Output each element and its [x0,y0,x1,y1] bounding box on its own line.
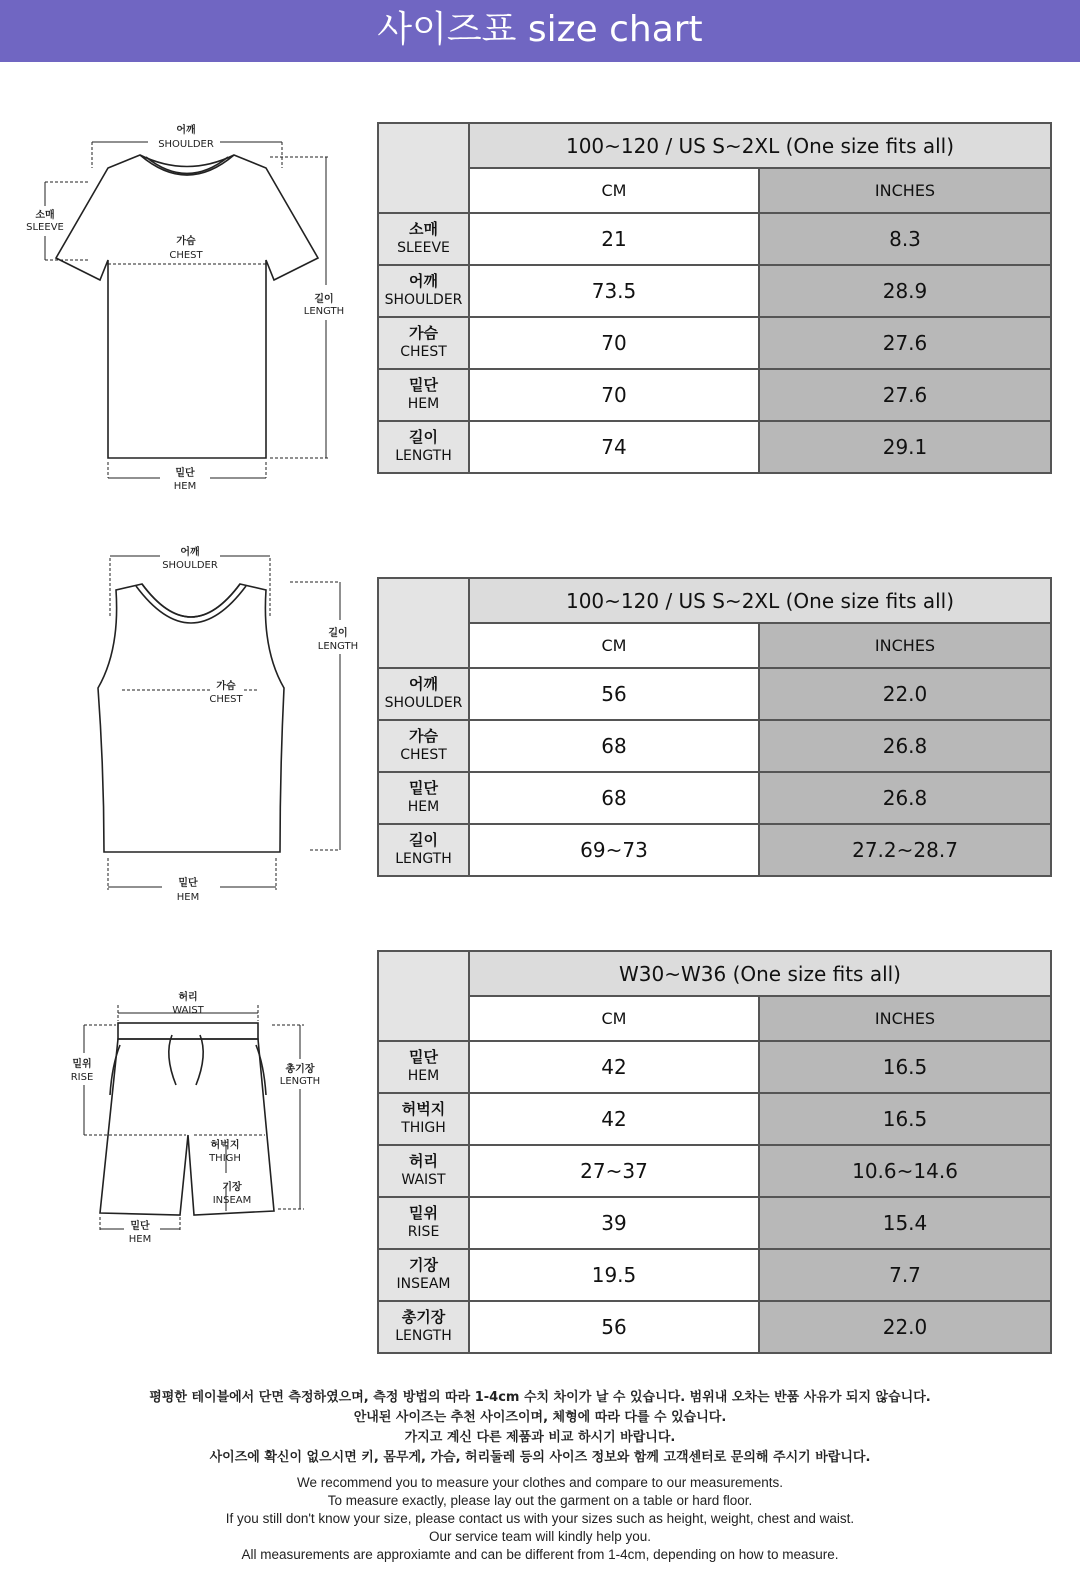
row-label: 어깨 SHOULDER [378,668,469,720]
shorts-waist-ko: 허리 [178,992,198,1003]
row-label: 허벅지 THIGH [378,1093,469,1145]
shorts-hem-ko: 밑단 [130,1221,150,1232]
note-en-4: Our service team will kindly help you. [428,1529,652,1544]
page-title: 사이즈표 size chart [377,9,703,50]
shorts-thigh-en: THIGH [209,1153,241,1164]
row-label: 총기장 LENGTH [378,1301,469,1353]
value-inches: 15.4 [759,1197,1051,1249]
shorts-diagram [60,985,340,1255]
tshirt-chest-ko: 가슴 [176,236,196,247]
row-label: 밑단 HEM [378,1041,469,1093]
value-inches: 27.6 [759,369,1051,421]
value-inches: 27.2~28.7 [759,824,1051,876]
value-cm: 56 [469,1301,759,1353]
value-cm: 21 [469,213,759,265]
value-cm: 73.5 [469,265,759,317]
tank-size-label: 100~120 / US S~2XL (One size fits all) [469,578,1051,623]
value-inches: 27.6 [759,317,1051,369]
value-inches: 16.5 [759,1093,1051,1145]
table-row [378,369,1051,421]
row-label: 밑단 HEM [378,369,469,421]
value-inches: 7.7 [759,1249,1051,1301]
note-ko-3: 가지고 계신 다른 제품과 비교 하시기 바랍니다. [404,1430,676,1445]
tshirt-hem-ko: 밑단 [175,468,195,479]
value-cm: 56 [469,668,759,720]
value-inches: 10.6~14.6 [759,1145,1051,1197]
value-cm: 68 [469,772,759,824]
shorts-inseam-ko: 기장 [222,1182,242,1193]
table-row [378,1197,1051,1249]
tank-length-ko: 길이 [328,628,348,639]
row-label: 가슴 CHEST [378,317,469,369]
value-inches: 26.8 [759,720,1051,772]
shorts-length-ko: 총기장 [285,1064,315,1075]
value-inches: 29.1 [759,421,1051,473]
value-inches: 26.8 [759,772,1051,824]
table-row [378,824,1051,876]
value-cm: 69~73 [469,824,759,876]
table-row [378,213,1051,265]
tank-hem-ko: 밑단 [178,878,198,889]
shorts-inseam-en: INSEAM [212,1195,252,1206]
table-row [378,1301,1051,1353]
value-cm: 70 [469,317,759,369]
note-en-3: If you still don't know your size, please contact us with your sizes such as height, weight, chest and waist. [225,1511,855,1526]
note-en-5: All measurements are approxiamte and can be different from 1-4cm, depending on how to measure. [241,1547,839,1562]
tshirt-sleeve-ko: 소매 [35,210,55,221]
value-cm: 39 [469,1197,759,1249]
row-label: 소매 SLEEVE [378,213,469,265]
row-label: 어깨 SHOULDER [378,265,469,317]
shorts-col-cm: CM [469,996,759,1041]
value-cm: 19.5 [469,1249,759,1301]
header-bar [0,0,1080,62]
shorts-col-inches: INCHES [759,996,1051,1041]
value-cm: 74 [469,421,759,473]
tshirt-size-label: 100~120 / US S~2XL (One size fits all) [469,123,1051,168]
table-row [378,668,1051,720]
table-row [378,317,1051,369]
value-cm: 27~37 [469,1145,759,1197]
value-inches: 8.3 [759,213,1051,265]
note-ko-2: 안내된 사이즈는 추천 사이즈이며, 체형에 따라 다를 수 있습니다. [353,1410,727,1425]
table-corner [378,123,469,213]
note-ko-1: 평평한 테이블에서 단면 측정하였으며, 측정 방법의 따라 1-4cm 수치 차이가 날 수 있습니다. 범위내 오차는 반품 사유가 되지 않습니다. [149,1390,931,1405]
note-ko-4: 사이즈에 확신이 없으시면 키, 몸무게, 가슴, 허리둘레 등의 사이즈 정보와 함께 고객센터로 문의해 주시기 바랍니다. [209,1450,871,1465]
tshirt-size-table [377,122,1052,474]
tshirt-hem-en: HEM [173,481,197,492]
tshirt-length-ko: 길이 [314,294,334,305]
row-label: 길이 LENGTH [378,421,469,473]
value-inches: 22.0 [759,668,1051,720]
table-corner [378,578,469,668]
tshirt-diagram [20,120,360,500]
value-cm: 42 [469,1041,759,1093]
table-row [378,265,1051,317]
shorts-hem-en: HEM [128,1234,152,1245]
row-label: 길이 LENGTH [378,824,469,876]
tank-col-cm: CM [469,623,759,668]
row-label: 밑위 RISE [378,1197,469,1249]
value-inches: 16.5 [759,1041,1051,1093]
table-row [378,772,1051,824]
table-row [378,1041,1051,1093]
shorts-size-label: W30~W36 (One size fits all) [469,951,1051,996]
note-en-1: We recommend you to measure your clothes and compare to our measurements. [297,1475,783,1490]
value-inches: 22.0 [759,1301,1051,1353]
value-cm: 70 [469,369,759,421]
shorts-rise-ko: 밑위 [72,1059,92,1070]
tank-diagram [80,540,380,910]
note-en-2: To measure exactly, please lay out the garment on a table or hard floor. [327,1493,753,1508]
tshirt-shoulder-ko: 어깨 [176,125,196,136]
row-label: 허리 WAIST [378,1145,469,1197]
table-row [378,421,1051,473]
shorts-length-en: LENGTH [279,1076,321,1087]
value-cm: 42 [469,1093,759,1145]
shorts-rise-en: RISE [70,1072,94,1083]
table-row [378,720,1051,772]
measurement-notes [0,1388,1080,1564]
table-row [378,1249,1051,1301]
row-label: 가슴 CHEST [378,720,469,772]
value-cm: 68 [469,720,759,772]
shorts-thigh-ko: 허벅지 [210,1140,240,1151]
tank-col-inches: INCHES [759,623,1051,668]
row-label: 밑단 HEM [378,772,469,824]
table-row [378,1145,1051,1197]
tshirt-col-cm: CM [469,168,759,213]
tank-shoulder-en: SHOULDER [162,560,218,571]
table-corner [378,951,469,1041]
tank-chest-en: CHEST [209,694,243,705]
tshirt-chest-en: CHEST [169,250,203,261]
tank-length-en: LENGTH [317,641,359,652]
tshirt-col-inches: INCHES [759,168,1051,213]
shorts-waist-en: WAIST [172,1005,204,1016]
tshirt-length-en: LENGTH [303,306,345,317]
row-label: 기장 INSEAM [378,1249,469,1301]
shorts-size-table [377,950,1052,1354]
tank-hem-en: HEM [176,892,200,903]
tank-shoulder-ko: 어깨 [180,547,200,558]
value-inches: 28.9 [759,265,1051,317]
tank-size-table [377,577,1052,877]
tshirt-shoulder-en: SHOULDER [158,139,214,150]
tank-chest-ko: 가슴 [216,681,236,692]
table-row [378,1093,1051,1145]
tshirt-sleeve-en: SLEEVE [26,222,64,233]
